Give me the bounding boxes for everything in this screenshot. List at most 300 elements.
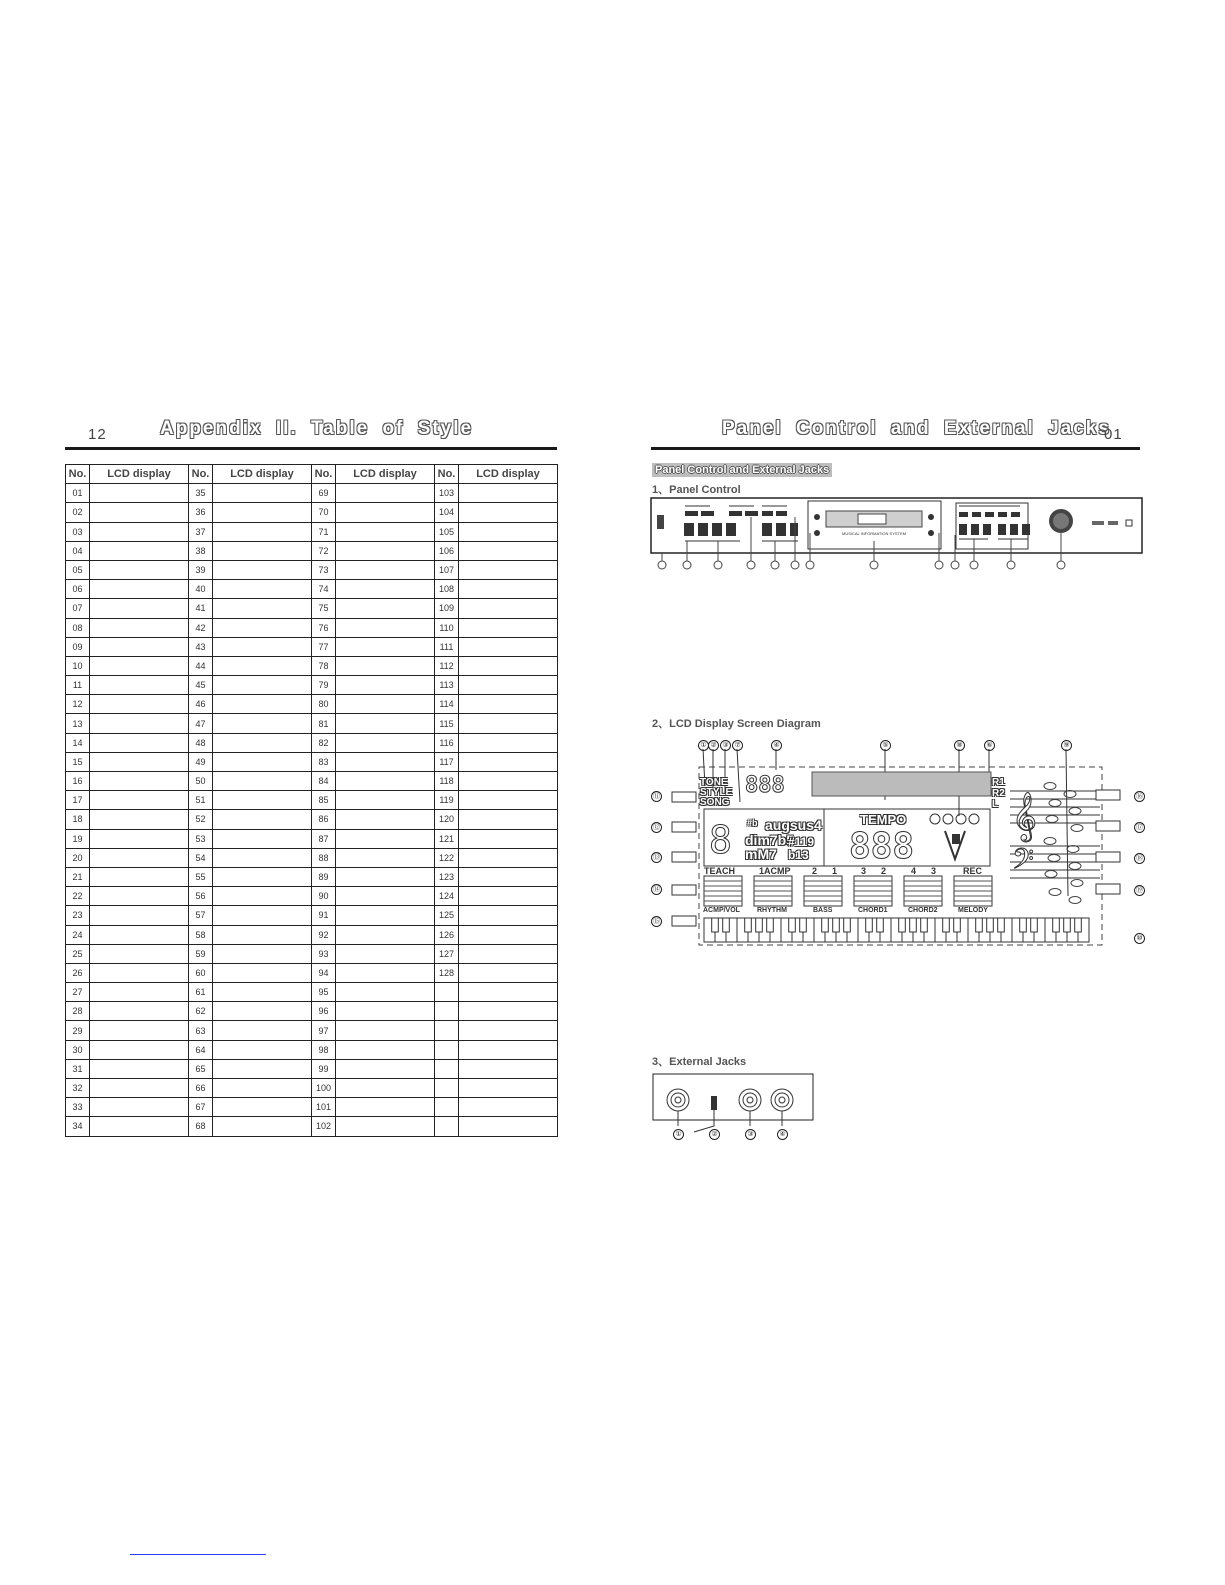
right-page-number: 01 bbox=[1104, 426, 1123, 443]
lcd-display-cell bbox=[90, 906, 189, 925]
style-number-cell: 07 bbox=[66, 599, 90, 618]
lcd-sharp-flat: #b bbox=[747, 818, 758, 828]
style-number-cell: 31 bbox=[66, 1059, 90, 1078]
table-row bbox=[66, 772, 558, 791]
lcd-callout: ⑪ bbox=[653, 793, 660, 800]
lcd-display-cell bbox=[213, 522, 312, 541]
lcd-display-cell bbox=[336, 541, 435, 560]
jack-callout: ② bbox=[709, 1129, 720, 1140]
lcd-display-cell bbox=[213, 829, 312, 848]
style-number-cell: 08 bbox=[66, 618, 90, 637]
lcd-display-cell bbox=[459, 484, 558, 503]
lcd-display-cell bbox=[213, 733, 312, 752]
table-row bbox=[66, 676, 558, 695]
style-number-cell: 69 bbox=[312, 484, 336, 503]
lcd-display-cell bbox=[90, 1079, 189, 1098]
panel-display-caption: MUSICAL INFORMATION SYSTEM bbox=[841, 531, 907, 536]
style-number-cell: 90 bbox=[312, 887, 336, 906]
style-number-cell: 46 bbox=[189, 695, 213, 714]
lcd-display-cell bbox=[336, 1040, 435, 1059]
lcd-r1-label: R1 bbox=[992, 777, 1005, 788]
lcd-display-cell bbox=[336, 983, 435, 1002]
lcd-display-cell bbox=[213, 580, 312, 599]
lcd-black-key bbox=[998, 918, 1005, 932]
lcd-display-cell bbox=[336, 963, 435, 982]
style-number-cell: 26 bbox=[66, 963, 90, 982]
lcd-display-cell bbox=[213, 1002, 312, 1021]
table-row bbox=[66, 829, 558, 848]
style-number-cell: 60 bbox=[189, 963, 213, 982]
lcd-display-cell bbox=[336, 637, 435, 656]
lcd-track-label: REC bbox=[963, 866, 983, 876]
style-number-cell: 101 bbox=[312, 1098, 336, 1117]
lcd-display-cell bbox=[336, 695, 435, 714]
style-number-cell: 45 bbox=[189, 676, 213, 695]
lcd-chord-dim7b5: dim7b5 bbox=[745, 832, 795, 848]
lcd-callout: ⑮ bbox=[653, 918, 660, 925]
lcd-display-cell bbox=[213, 752, 312, 771]
style-number-cell bbox=[435, 1002, 459, 1021]
lcd-display-cell bbox=[90, 522, 189, 541]
style-number-cell: 107 bbox=[435, 560, 459, 579]
style-number-cell: 14 bbox=[66, 733, 90, 752]
lcd-display-cell bbox=[90, 637, 189, 656]
lcd-callout: ⑦ bbox=[732, 740, 743, 751]
jack-callout: ④ bbox=[777, 1129, 788, 1140]
table-row bbox=[66, 733, 558, 752]
style-number-cell: 104 bbox=[435, 503, 459, 522]
table-row bbox=[66, 1059, 558, 1078]
table-row bbox=[66, 752, 558, 771]
lcd-display-cell bbox=[213, 541, 312, 560]
style-number-cell: 47 bbox=[189, 714, 213, 733]
style-number-cell: 02 bbox=[66, 503, 90, 522]
table-row bbox=[66, 637, 558, 656]
lcd-black-key bbox=[1064, 918, 1071, 932]
section1-heading: 1、Panel Control bbox=[652, 484, 741, 496]
column-header: No. bbox=[312, 465, 336, 484]
style-number-cell: 103 bbox=[435, 484, 459, 503]
lcd-part-label: RHYTHM bbox=[757, 907, 787, 914]
lcd-display-cell bbox=[336, 887, 435, 906]
lcd-display-cell bbox=[336, 867, 435, 886]
lcd-part-label: CHORD2 bbox=[908, 907, 938, 914]
style-number-cell: 24 bbox=[66, 925, 90, 944]
style-number-cell: 57 bbox=[189, 906, 213, 925]
column-header: LCD display bbox=[336, 465, 435, 484]
lcd-black-key bbox=[943, 918, 950, 932]
style-number-cell: 119 bbox=[435, 791, 459, 810]
lcd-song-label: SONG bbox=[700, 797, 730, 808]
lcd-black-key bbox=[767, 918, 774, 932]
style-number-cell bbox=[435, 1079, 459, 1098]
lcd-display-cell bbox=[459, 887, 558, 906]
table-row bbox=[66, 580, 558, 599]
style-number-cell: 113 bbox=[435, 676, 459, 695]
style-table bbox=[65, 464, 558, 1137]
style-number-cell: 96 bbox=[312, 1002, 336, 1021]
lcd-display-cell bbox=[459, 503, 558, 522]
style-number-cell: 25 bbox=[66, 944, 90, 963]
style-number-cell: 115 bbox=[435, 714, 459, 733]
lcd-callout: ⑥ bbox=[984, 740, 995, 751]
lcd-black-key bbox=[789, 918, 796, 932]
style-number-cell: 51 bbox=[189, 791, 213, 810]
lcd-part-label: CHORD1 bbox=[858, 907, 888, 914]
lcd-display-cell bbox=[213, 983, 312, 1002]
style-number-cell: 53 bbox=[189, 829, 213, 848]
lcd-callout: ① bbox=[698, 740, 709, 751]
lcd-display-cell bbox=[213, 1059, 312, 1078]
lcd-display-cell bbox=[90, 714, 189, 733]
lcd-display-cell bbox=[213, 676, 312, 695]
lcd-display-cell bbox=[90, 944, 189, 963]
lcd-display-cell bbox=[459, 656, 558, 675]
svg-text:𝄢: 𝄢 bbox=[1012, 843, 1034, 883]
style-number-cell: 20 bbox=[66, 848, 90, 867]
lcd-callout: ④ bbox=[771, 740, 782, 751]
style-number-cell: 67 bbox=[189, 1098, 213, 1117]
lcd-display-cell bbox=[213, 695, 312, 714]
lcd-display-cell bbox=[213, 848, 312, 867]
style-number-cell: 27 bbox=[66, 983, 90, 1002]
style-number-cell: 68 bbox=[189, 1117, 213, 1136]
lcd-display-cell bbox=[459, 1059, 558, 1078]
section3-heading: 3、External Jacks bbox=[652, 1056, 747, 1068]
lcd-display-cell bbox=[336, 733, 435, 752]
panel-control-diagram bbox=[650, 495, 1145, 575]
style-number-cell: 74 bbox=[312, 580, 336, 599]
style-number-cell: 38 bbox=[189, 541, 213, 560]
lcd-track-label: 3 bbox=[931, 866, 937, 876]
lcd-display-cell bbox=[90, 1098, 189, 1117]
lcd-black-key bbox=[712, 918, 719, 932]
style-number-cell bbox=[435, 1098, 459, 1117]
style-number-cell: 93 bbox=[312, 944, 336, 963]
lcd-display-cell bbox=[459, 618, 558, 637]
style-number-cell: 30 bbox=[66, 1040, 90, 1059]
lcd-black-key bbox=[1020, 918, 1027, 932]
lcd-callout: ⑲ bbox=[1136, 887, 1143, 894]
style-number-cell: 116 bbox=[435, 733, 459, 752]
lcd-callout: ⑰ bbox=[1136, 824, 1143, 831]
lcd-display-cell bbox=[213, 484, 312, 503]
lcd-l-label: L bbox=[992, 799, 999, 810]
style-number-cell: 110 bbox=[435, 618, 459, 637]
style-number-cell: 36 bbox=[189, 503, 213, 522]
lcd-black-key bbox=[987, 918, 994, 932]
lcd-display-cell bbox=[459, 1040, 558, 1059]
lcd-black-key bbox=[723, 918, 730, 932]
style-number-cell: 108 bbox=[435, 580, 459, 599]
lcd-display-cell bbox=[336, 714, 435, 733]
lcd-display-cell bbox=[459, 772, 558, 791]
style-number-cell: 62 bbox=[189, 1002, 213, 1021]
lcd-display-cell bbox=[336, 1079, 435, 1098]
lcd-display-cell bbox=[90, 829, 189, 848]
table-row bbox=[66, 618, 558, 637]
style-number-cell: 105 bbox=[435, 522, 459, 541]
lcd-display-cell bbox=[336, 503, 435, 522]
lcd-display-cell bbox=[213, 599, 312, 618]
style-number-cell: 85 bbox=[312, 791, 336, 810]
style-number-cell: 112 bbox=[435, 656, 459, 675]
lcd-black-key bbox=[910, 918, 917, 932]
style-number-cell: 128 bbox=[435, 963, 459, 982]
lcd-display-cell bbox=[90, 791, 189, 810]
style-number-cell: 73 bbox=[312, 560, 336, 579]
style-number-cell: 70 bbox=[312, 503, 336, 522]
lcd-display-cell bbox=[213, 925, 312, 944]
lcd-black-key bbox=[921, 918, 928, 932]
lcd-display-cell bbox=[459, 599, 558, 618]
style-number-cell: 37 bbox=[189, 522, 213, 541]
lcd-display-cell bbox=[459, 1079, 558, 1098]
lcd-display-cell bbox=[90, 541, 189, 560]
lcd-display-cell bbox=[90, 503, 189, 522]
lcd-display-cell bbox=[90, 963, 189, 982]
lcd-display-cell bbox=[336, 560, 435, 579]
lcd-display-cell bbox=[213, 944, 312, 963]
table-row bbox=[66, 503, 558, 522]
table-row bbox=[66, 599, 558, 618]
lcd-display-cell bbox=[213, 867, 312, 886]
table-row bbox=[66, 906, 558, 925]
table-row bbox=[66, 848, 558, 867]
lcd-callout: ⑤ bbox=[880, 740, 891, 751]
lcd-display-cell bbox=[213, 656, 312, 675]
style-number-cell: 65 bbox=[189, 1059, 213, 1078]
lcd-display-cell bbox=[90, 656, 189, 675]
table-row bbox=[66, 925, 558, 944]
lcd-track-label: 2 bbox=[812, 866, 818, 876]
svg-text:888: 888 bbox=[849, 826, 915, 867]
lcd-black-key bbox=[822, 918, 829, 932]
lcd-part-label: BASS bbox=[813, 907, 833, 914]
lcd-display-cell bbox=[213, 637, 312, 656]
table-row bbox=[66, 983, 558, 1002]
lcd-display-cell bbox=[459, 983, 558, 1002]
style-number-cell: 78 bbox=[312, 656, 336, 675]
lcd-black-key bbox=[756, 918, 763, 932]
lcd-r2-label: R2 bbox=[992, 788, 1005, 799]
lcd-black-key bbox=[976, 918, 983, 932]
style-number-cell bbox=[435, 983, 459, 1002]
style-number-cell: 97 bbox=[312, 1021, 336, 1040]
lcd-diagram bbox=[650, 736, 1150, 951]
style-number-cell: 23 bbox=[66, 906, 90, 925]
jack-callout: ① bbox=[673, 1129, 684, 1140]
lcd-display-cell bbox=[459, 714, 558, 733]
style-number-cell bbox=[435, 1040, 459, 1059]
style-number-cell: 83 bbox=[312, 752, 336, 771]
lcd-display-cell bbox=[459, 752, 558, 771]
style-number-cell: 81 bbox=[312, 714, 336, 733]
svg-text:888: 888 bbox=[745, 773, 785, 798]
style-number-cell: 92 bbox=[312, 925, 336, 944]
style-number-cell: 71 bbox=[312, 522, 336, 541]
lcd-black-key bbox=[1053, 918, 1060, 932]
style-number-cell: 77 bbox=[312, 637, 336, 656]
lcd-track-label: 1ACMP bbox=[759, 866, 791, 876]
style-number-cell: 05 bbox=[66, 560, 90, 579]
style-number-cell: 89 bbox=[312, 867, 336, 886]
lcd-display-cell bbox=[213, 963, 312, 982]
lcd-display-cell bbox=[459, 906, 558, 925]
lcd-part-label: MELODY bbox=[958, 907, 988, 914]
style-number-cell: 118 bbox=[435, 772, 459, 791]
lcd-display-cell bbox=[213, 1079, 312, 1098]
lcd-display-cell bbox=[336, 1059, 435, 1078]
lcd-tone-label: TONE bbox=[700, 777, 728, 788]
lcd-display-cell bbox=[336, 925, 435, 944]
style-number-cell: 28 bbox=[66, 1002, 90, 1021]
style-number-cell: 50 bbox=[189, 772, 213, 791]
lcd-callout: ⑯ bbox=[1136, 793, 1143, 800]
lcd-display-cell bbox=[336, 1117, 435, 1136]
left-header-rule bbox=[65, 447, 557, 450]
lcd-chord-119: #119 bbox=[788, 835, 815, 849]
style-number-cell: 99 bbox=[312, 1059, 336, 1078]
lcd-black-key bbox=[1075, 918, 1082, 932]
footer-link-underline bbox=[130, 1554, 266, 1555]
style-number-cell: 106 bbox=[435, 541, 459, 560]
lcd-display-cell bbox=[336, 1021, 435, 1040]
style-number-cell: 79 bbox=[312, 676, 336, 695]
lcd-display-cell bbox=[336, 599, 435, 618]
lcd-display-cell bbox=[336, 522, 435, 541]
lcd-callout: ⑱ bbox=[1136, 855, 1143, 862]
lcd-display-cell bbox=[336, 580, 435, 599]
lcd-display-cell bbox=[336, 484, 435, 503]
lcd-display-cell bbox=[459, 637, 558, 656]
style-number-cell: 56 bbox=[189, 887, 213, 906]
lcd-display-cell bbox=[459, 733, 558, 752]
lcd-track-label: 3 bbox=[861, 866, 867, 876]
table-row bbox=[66, 944, 558, 963]
style-number-cell: 95 bbox=[312, 983, 336, 1002]
lcd-display-cell bbox=[90, 484, 189, 503]
table-row bbox=[66, 656, 558, 675]
column-header: No. bbox=[435, 465, 459, 484]
lcd-part-label: ACMP/VOL bbox=[703, 907, 740, 914]
lcd-chord-mm7: mM7 bbox=[745, 846, 777, 862]
style-number-cell bbox=[435, 1117, 459, 1136]
style-number-cell: 55 bbox=[189, 867, 213, 886]
style-number-cell: 76 bbox=[312, 618, 336, 637]
lcd-display-cell bbox=[459, 1117, 558, 1136]
lcd-display-cell bbox=[90, 1040, 189, 1059]
lcd-black-key bbox=[899, 918, 906, 932]
style-number-cell: 87 bbox=[312, 829, 336, 848]
lcd-display-cell bbox=[336, 810, 435, 829]
style-number-cell: 126 bbox=[435, 925, 459, 944]
lcd-black-key bbox=[800, 918, 807, 932]
lcd-display-cell bbox=[459, 867, 558, 886]
style-number-cell: 58 bbox=[189, 925, 213, 944]
lcd-track-label: 1 bbox=[832, 866, 838, 876]
style-number-cell: 54 bbox=[189, 848, 213, 867]
lcd-chord-b13: b13 bbox=[788, 848, 809, 862]
right-header-rule bbox=[651, 447, 1140, 450]
table-row bbox=[66, 484, 558, 503]
lcd-display-cell bbox=[459, 695, 558, 714]
lcd-display-cell bbox=[90, 1021, 189, 1040]
style-number-cell: 127 bbox=[435, 944, 459, 963]
style-number-cell: 40 bbox=[189, 580, 213, 599]
style-number-cell: 04 bbox=[66, 541, 90, 560]
lcd-display-cell bbox=[459, 848, 558, 867]
lcd-display-cell bbox=[90, 695, 189, 714]
lcd-display-cell bbox=[90, 887, 189, 906]
style-number-cell: 42 bbox=[189, 618, 213, 637]
lcd-display-cell bbox=[336, 829, 435, 848]
style-number-cell: 15 bbox=[66, 752, 90, 771]
lcd-tempo-label: TEMPO bbox=[860, 812, 907, 827]
lcd-display-cell bbox=[459, 522, 558, 541]
table-row bbox=[66, 1021, 558, 1040]
lcd-display-cell bbox=[90, 1002, 189, 1021]
lcd-display-cell bbox=[90, 848, 189, 867]
style-number-cell: 12 bbox=[66, 695, 90, 714]
left-page-title: Appendix II. Table of Style bbox=[160, 418, 474, 439]
lcd-display-cell bbox=[90, 772, 189, 791]
lcd-display-cell bbox=[336, 752, 435, 771]
style-number-cell: 117 bbox=[435, 752, 459, 771]
lcd-callout: ⑧ bbox=[954, 740, 965, 751]
lcd-display-cell bbox=[336, 848, 435, 867]
style-number-cell: 49 bbox=[189, 752, 213, 771]
style-number-cell: 44 bbox=[189, 656, 213, 675]
style-number-cell: 64 bbox=[189, 1040, 213, 1059]
table-row bbox=[66, 541, 558, 560]
column-header: LCD display bbox=[213, 465, 312, 484]
lcd-display-cell bbox=[336, 906, 435, 925]
style-number-cell: 72 bbox=[312, 541, 336, 560]
style-number-cell: 33 bbox=[66, 1098, 90, 1117]
svg-text:𝄞: 𝄞 bbox=[1012, 791, 1037, 840]
style-number-cell: 86 bbox=[312, 810, 336, 829]
style-number-cell: 102 bbox=[312, 1117, 336, 1136]
style-number-cell: 84 bbox=[312, 772, 336, 791]
lcd-chord-aug-sus4: augsus4 bbox=[765, 817, 822, 833]
lcd-display-cell bbox=[213, 1098, 312, 1117]
lcd-callout: ⑫ bbox=[653, 824, 660, 831]
lcd-display-cell bbox=[459, 560, 558, 579]
style-number-cell: 82 bbox=[312, 733, 336, 752]
style-number-cell: 109 bbox=[435, 599, 459, 618]
style-number-cell: 03 bbox=[66, 522, 90, 541]
lcd-callout: ③ bbox=[720, 740, 731, 751]
style-number-cell: 125 bbox=[435, 906, 459, 925]
style-number-cell: 48 bbox=[189, 733, 213, 752]
lcd-display-cell bbox=[90, 810, 189, 829]
lcd-black-key bbox=[1031, 918, 1038, 932]
lcd-black-key bbox=[745, 918, 752, 932]
style-number-cell: 34 bbox=[66, 1117, 90, 1136]
lcd-display-cell bbox=[90, 1059, 189, 1078]
lcd-display-cell bbox=[459, 1098, 558, 1117]
style-number-cell: 32 bbox=[66, 1079, 90, 1098]
lcd-display-cell bbox=[213, 714, 312, 733]
lcd-display-cell bbox=[336, 1098, 435, 1117]
lcd-display-cell bbox=[90, 752, 189, 771]
style-number-cell bbox=[435, 1059, 459, 1078]
lcd-display-cell bbox=[213, 560, 312, 579]
lcd-display-cell bbox=[213, 810, 312, 829]
lcd-black-key bbox=[954, 918, 961, 932]
section2-heading: 2、LCD Display Screen Diagram bbox=[652, 718, 821, 730]
